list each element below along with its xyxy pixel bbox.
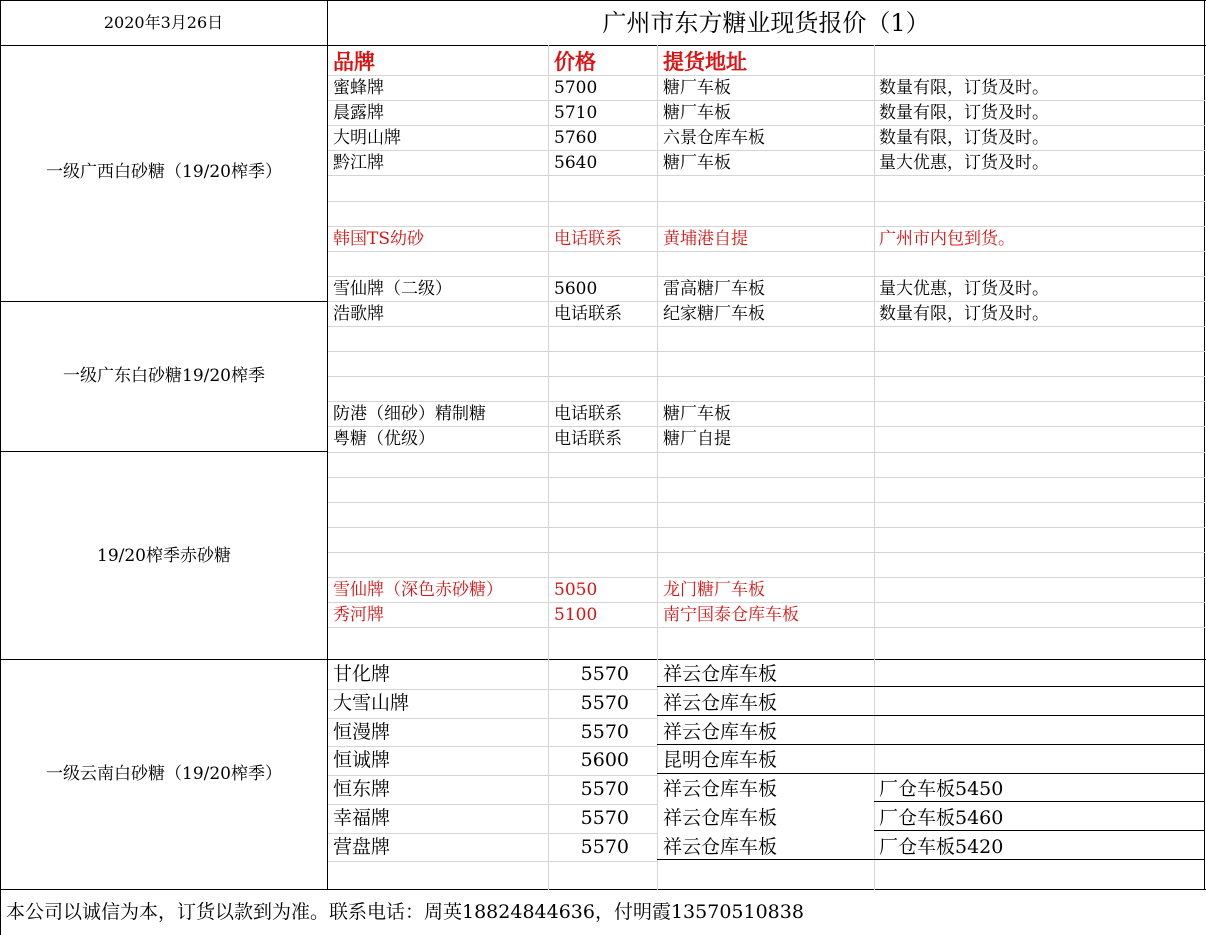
cell-note: 量大优惠，订货及时。 [879, 279, 1049, 299]
group-label-yunnan: 一级云南白砂糖（19/20榨季） [46, 764, 282, 784]
row-line [328, 775, 657, 776]
row-line [328, 276, 1205, 277]
cell-brand: 大雪山牌 [333, 692, 410, 714]
cell-note: 厂仓车板5450 [879, 778, 1004, 800]
group-label-brown-sugar: 19/20榨季赤砂糖 [97, 546, 231, 566]
group-column-border [327, 0, 328, 890]
row-line [328, 226, 1205, 227]
cell-note: 厂仓车板5420 [879, 836, 1004, 858]
cell-address: 祥云仓库车板 [663, 807, 778, 829]
cell-brand: 雪仙牌（深色赤砂糖） [333, 580, 503, 600]
cell-note: 量大优惠，订货及时。 [879, 153, 1049, 173]
cell-brand: 韩国TS幼砂 [333, 229, 424, 249]
cell-address: 南宁国泰仓库车板 [663, 605, 799, 625]
cell-note: 数量有限，订货及时。 [879, 128, 1049, 148]
cell-brand: 浩歌牌 [333, 304, 384, 324]
cell-brand: 幸福牌 [333, 807, 391, 829]
cell-brand: 防港（细砂）精制糖 [333, 404, 486, 424]
page-title: 广州市东方糖业现货报价（1） [602, 9, 930, 37]
cell-brand: 雪仙牌（二级） [333, 279, 452, 299]
cell-address: 雷高糖厂车板 [663, 279, 765, 299]
row-line [328, 477, 1205, 478]
column-line [657, 45, 658, 890]
cell-brand: 恒漫牌 [333, 721, 391, 743]
row-line [328, 175, 1205, 176]
cell-price: 5570 [580, 807, 629, 829]
row-line [328, 326, 1205, 327]
title-bottom-border [0, 45, 1206, 46]
cell-price: 5640 [554, 153, 598, 173]
report-date: 2020年3月26日 [103, 13, 224, 32]
cell-brand: 大明山牌 [333, 128, 401, 148]
cell-brand: 恒诚牌 [333, 749, 391, 771]
cell-note: 厂仓车板5460 [879, 807, 1004, 829]
cell-brand: 秀河牌 [333, 605, 384, 625]
row-line [328, 861, 657, 862]
cell-price: 5570 [580, 721, 629, 743]
row-line [328, 251, 1205, 252]
cell-address: 祥云仓库车板 [663, 663, 778, 685]
cell-address: 糖厂车板 [663, 153, 731, 173]
cell-brand: 甘化牌 [333, 663, 391, 685]
cell-price: 5600 [580, 749, 629, 771]
cell-price: 5700 [554, 78, 598, 98]
row-line [328, 75, 1205, 76]
cell-address: 糖厂车板 [663, 103, 731, 123]
cell-price: 5570 [580, 778, 629, 800]
cell-address: 纪家糖厂车板 [663, 304, 765, 324]
left-border [0, 0, 1, 935]
group-separator [0, 659, 1206, 660]
cell-address: 祥云仓库车板 [663, 692, 778, 714]
row-line [328, 718, 657, 719]
cell-address: 龙门糖厂车板 [663, 580, 765, 600]
cell-price: 5760 [554, 128, 598, 148]
column-line [874, 45, 875, 890]
cell-address: 糖厂车板 [663, 404, 731, 424]
row-line [328, 150, 1205, 151]
cell-price: 5570 [580, 692, 629, 714]
cell-note: 数量有限，订货及时。 [879, 78, 1049, 98]
row-line [328, 376, 1205, 377]
header-brand: 品牌 [333, 50, 375, 74]
row-line [328, 746, 657, 747]
row-line [328, 833, 657, 834]
row-line [328, 351, 1205, 352]
cell-address: 糖厂自提 [663, 429, 731, 449]
row-line [657, 773, 1205, 774]
cell-address: 昆明仓库车板 [663, 749, 778, 771]
row-line [328, 804, 657, 805]
cell-brand: 黔江牌 [333, 153, 384, 173]
cell-price: 电话联系 [554, 304, 622, 324]
cell-price: 5570 [580, 663, 629, 685]
row-line [328, 301, 1205, 302]
cell-price: 5050 [554, 580, 598, 600]
row-line [328, 125, 1205, 126]
row-line [328, 201, 1205, 202]
cell-brand: 蜜蜂牌 [333, 78, 384, 98]
cell-price: 电话联系 [554, 404, 622, 424]
cell-price: 电话联系 [554, 229, 622, 249]
cell-price: 电话联系 [554, 429, 622, 449]
cell-brand: 晨露牌 [333, 103, 384, 123]
cell-price: 5570 [580, 836, 629, 858]
cell-address: 糖厂车板 [663, 78, 731, 98]
row-line [328, 100, 1205, 101]
group-label-guangxi: 一级广西白砂糖（19/20榨季） [46, 162, 282, 182]
group-label-guangdong: 一级广东白砂糖19/20榨季 [63, 366, 265, 386]
cell-brand: 营盘牌 [333, 836, 391, 858]
cell-address: 黄埔港自提 [663, 229, 748, 249]
cell-address: 祥云仓库车板 [663, 836, 778, 858]
row-line [328, 552, 1205, 553]
group-separator [0, 451, 328, 452]
right-border [1204, 0, 1205, 890]
header-address: 提货地址 [663, 50, 747, 74]
cell-note: 数量有限，订货及时。 [879, 103, 1049, 123]
top-border [0, 0, 1206, 1]
cell-address: 祥云仓库车板 [663, 778, 778, 800]
cell-price: 5710 [554, 103, 598, 123]
row-line [328, 527, 1205, 528]
cell-brand: 恒东牌 [333, 778, 391, 800]
footer-contact: 本公司以诚信为本，订货以款到为准。联系电话：周英18824844636，付明霞13570510838 [6, 901, 804, 923]
cell-address: 祥云仓库车板 [663, 721, 778, 743]
cell-price: 5100 [554, 605, 598, 625]
row-line [328, 452, 1205, 453]
cell-brand: 粤糖（优级） [333, 429, 435, 449]
table-bottom-border [0, 889, 1206, 890]
cell-note: 数量有限，订货及时。 [879, 304, 1049, 324]
row-line [328, 502, 1205, 503]
cell-price: 5600 [554, 279, 598, 299]
header-price: 价格 [554, 50, 596, 74]
cell-address: 六景仓库车板 [663, 128, 765, 148]
cell-note: 广州市内包到货。 [879, 229, 1015, 249]
group-separator [0, 301, 328, 302]
row-line [328, 689, 657, 690]
